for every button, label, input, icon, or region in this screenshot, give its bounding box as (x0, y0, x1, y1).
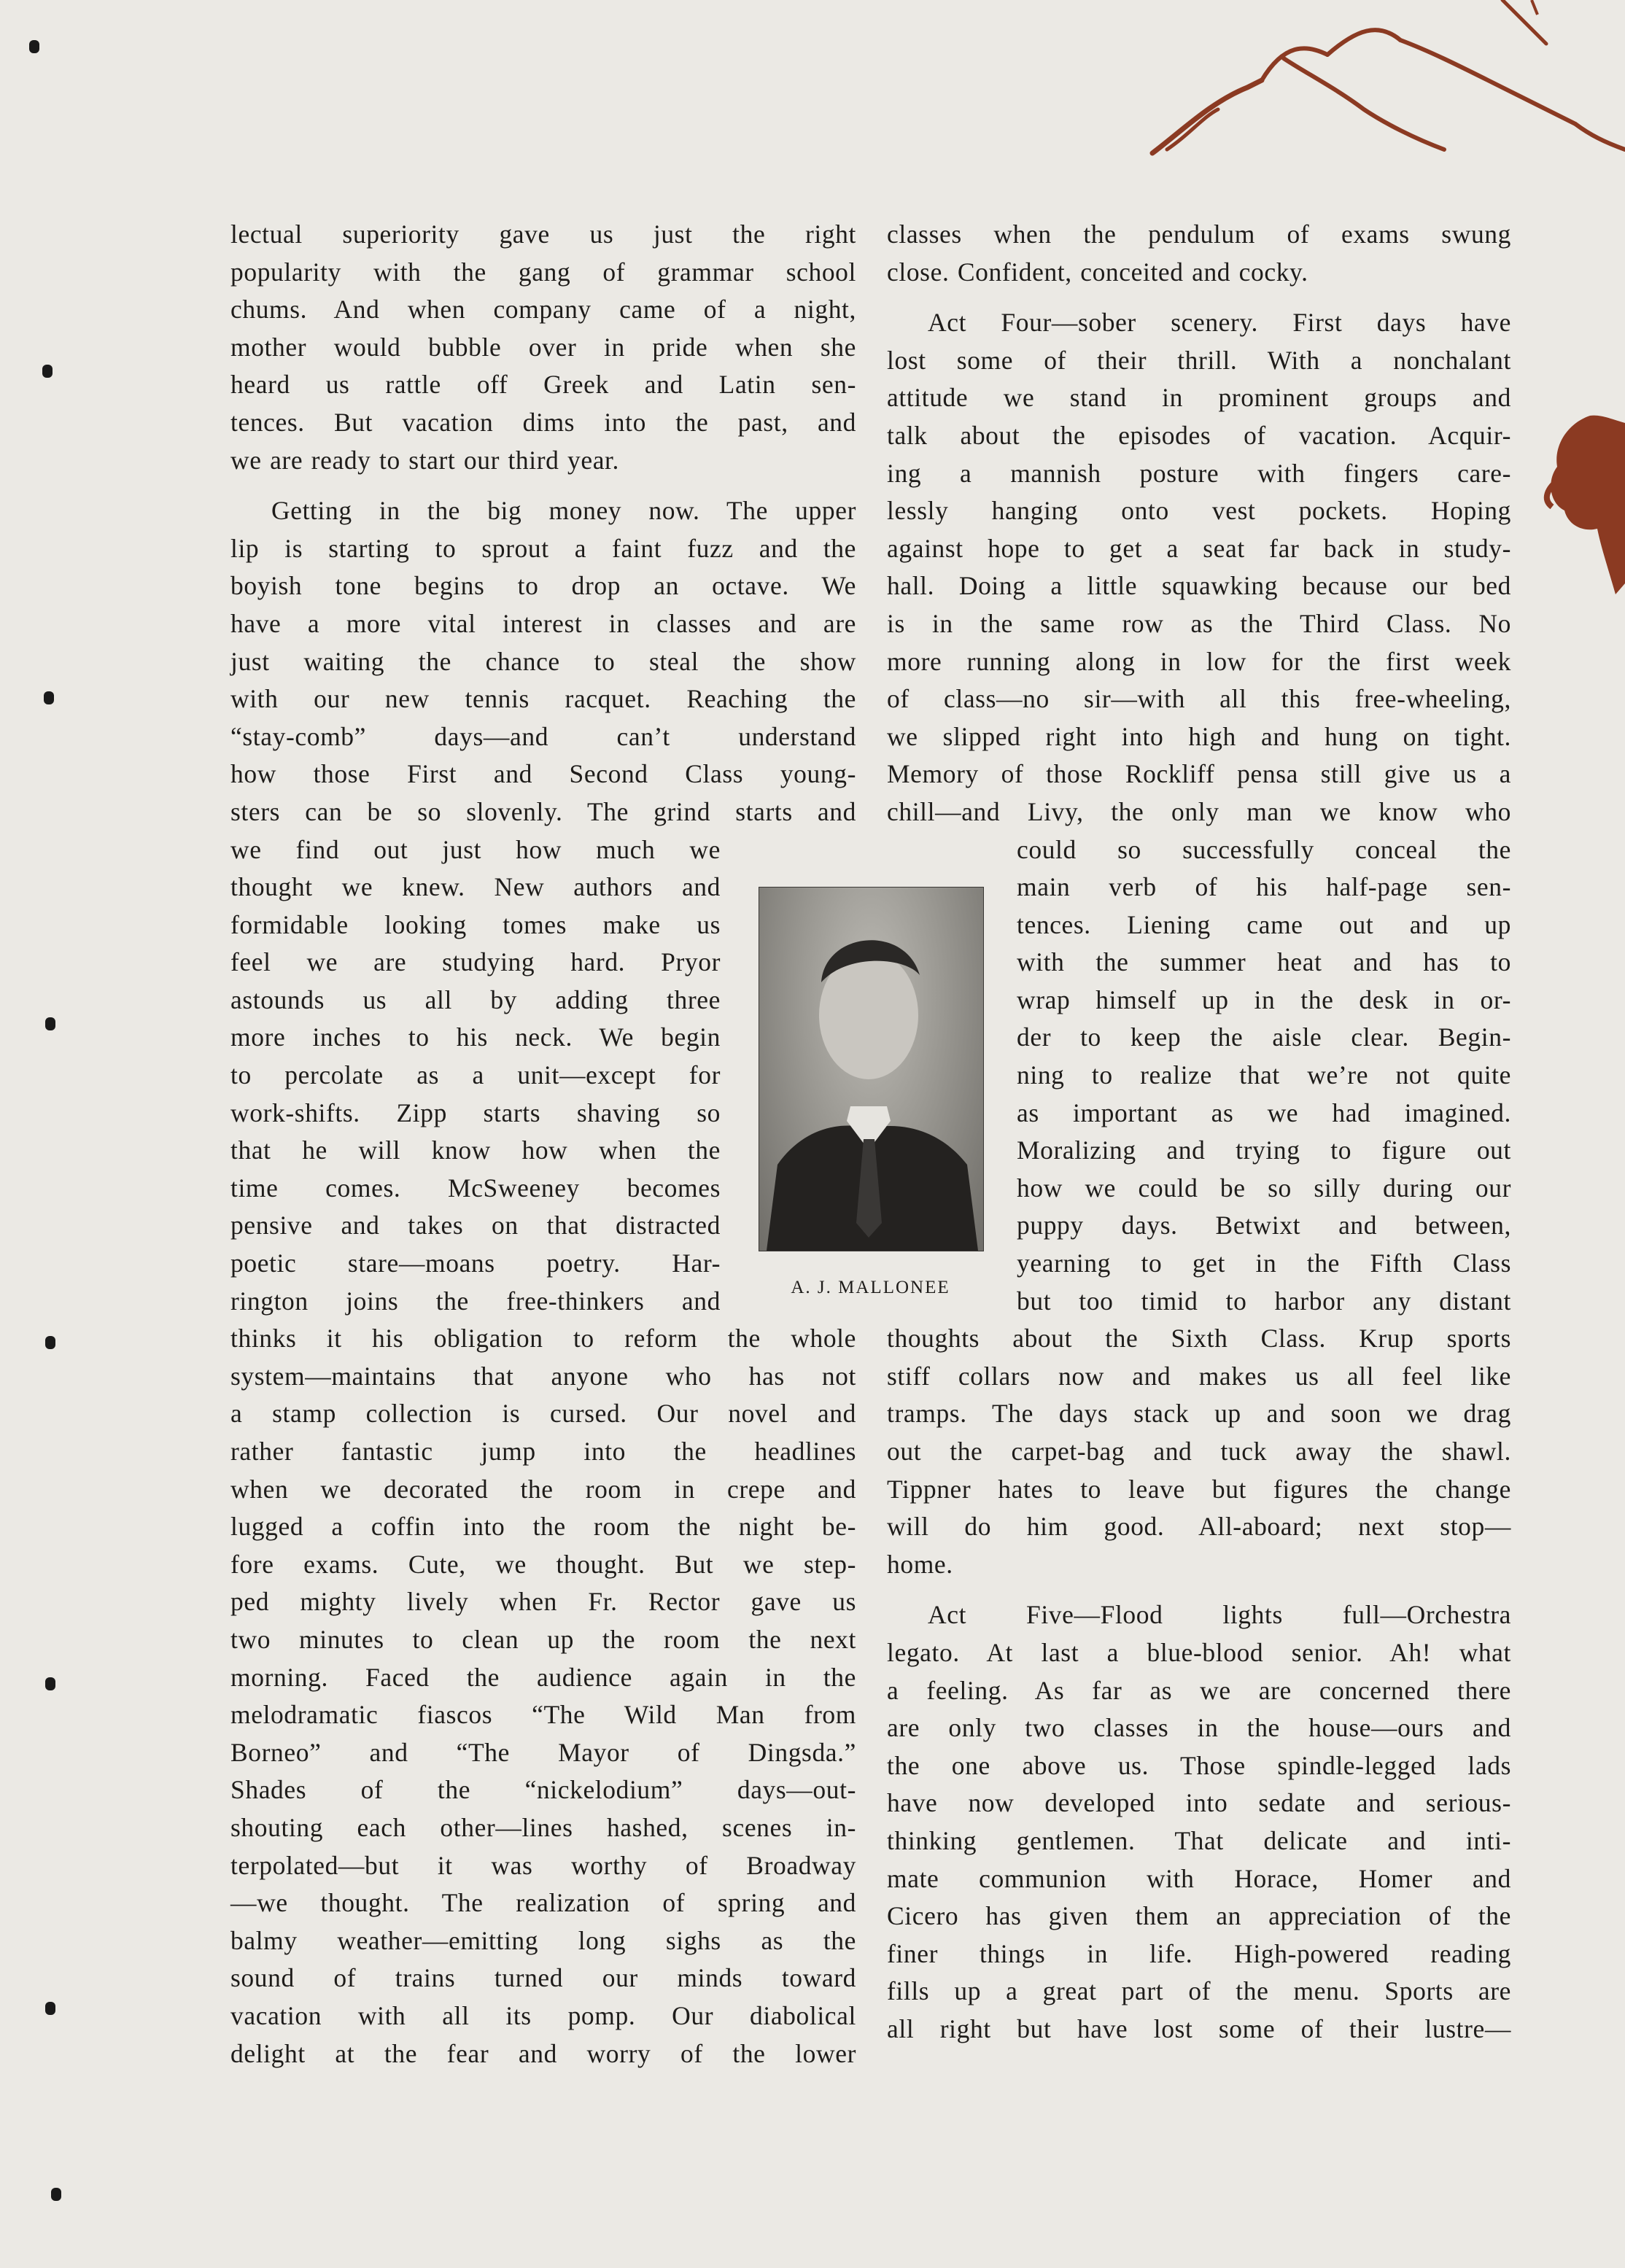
text-line: the one above us. Those spindle-legged lads (887, 1750, 1511, 1780)
text-line: wrap himself up in the desk in or- (1017, 985, 1511, 1014)
text-line: Tippner hates to leave but figures the change (887, 1474, 1511, 1504)
text-line: delight at the fear and worry of the lower (230, 2038, 856, 2068)
text-line: how we could be so silly during our (1017, 1173, 1511, 1203)
text-line: astounds us all by adding three (230, 985, 721, 1014)
binder-hole (44, 691, 54, 704)
text-line: heard us rattle off Greek and Latin sen- (230, 370, 856, 400)
text-line: balmy weather—emitting long sighs as the (230, 1925, 856, 1955)
text-line: lip is starting to sprout a faint fuzz and the (230, 533, 856, 563)
text-line: have now developed into sedate and serious- (887, 1788, 1511, 1818)
text-line: formidable looking tomes make us (230, 909, 721, 939)
binder-hole (45, 2002, 55, 2015)
text-line: “stay-comb” days—and can’t understand (230, 721, 856, 751)
text-line: Moralizing and trying to figure out (1017, 1135, 1511, 1165)
text-line: terpolated—but it was worthy of Broadway (230, 1850, 856, 1880)
text-line: of class—no sir—with all this free-wheeling, (887, 684, 1511, 714)
text-line: out the carpet-bag and tuck away the shawl. (887, 1437, 1511, 1466)
text-line: system—maintains that anyone who has not (230, 1361, 856, 1391)
text-line: we are ready to start our third year. (230, 445, 619, 475)
paragraph (230, 216, 856, 479)
text-line: Borneo” and “The Mayor of Dingsda.” (230, 1737, 856, 1767)
text-line: lessly hanging onto vest pockets. Hoping (887, 496, 1511, 526)
text-line: home. (887, 1549, 953, 1579)
figure-sketch-decoration (1539, 408, 1625, 605)
text-line: lost some of their thrill. With a nonchalant (887, 345, 1511, 375)
text-line: lectual superiority gave us just the right (230, 220, 856, 249)
text-line: feel we are studying hard. Pryor (230, 947, 721, 977)
text-line: pensive and takes on that distracted (230, 1211, 721, 1240)
text-line: are only two classes in the house—ours and (887, 1713, 1511, 1743)
text-line: have a more vital interest in classes and are (230, 608, 856, 638)
text-line: a feeling. As far as we are concerned there (887, 1675, 1511, 1705)
text-line: morning. Faced the audience again in the (230, 1662, 856, 1692)
text-line: main verb of his half-page sen- (1017, 872, 1511, 902)
text-line: Shades of the “nickelodium” days—out- (230, 1775, 856, 1805)
text-line: tramps. The days stack up and soon we drag (887, 1399, 1511, 1429)
portrait-photo (759, 887, 984, 1251)
portrait-figure (759, 888, 983, 1251)
text-line: boyish tone begins to drop an octave. We (230, 571, 856, 601)
text-line: sound of trains turned our minds toward (230, 1963, 856, 1993)
binder-hole (51, 2188, 61, 2201)
text-line: when we decorated the room in crepe and (230, 1474, 856, 1504)
binder-hole (45, 1336, 55, 1349)
text-line: how those First and Second Class young- (230, 759, 856, 789)
text-line: just waiting the chance to steal the show (230, 646, 856, 676)
text-line: Act Four—sober scenery. First days have (928, 308, 1511, 338)
text-line: we slipped right into high and hung on tight. (887, 721, 1511, 751)
text-line: as important as we had imagined. (1017, 1098, 1511, 1127)
text-line: hall. Doing a little squawking because our bed (887, 571, 1511, 601)
text-line: Memory of those Rockliff pensa still give us a (887, 759, 1511, 789)
text-line: tences. But vacation dims into the past, and (230, 407, 856, 437)
text-line: is in the same row as the Third Class. No (887, 608, 1511, 638)
text-line: time comes. McSweeney becomes (230, 1173, 721, 1203)
text-line: ning to realize that we’re not quite (1017, 1060, 1511, 1090)
text-line: yearning to get in the Fifth Class (1017, 1248, 1511, 1278)
text-line: mate communion with Horace, Homer and (887, 1863, 1511, 1893)
text-line: all right but have lost some of their lustre— (887, 2013, 1511, 2043)
text-line: ped mighty lively when Fr. Rector gave us (230, 1587, 856, 1617)
photo-caption: A. J. MALLONEE (791, 1278, 950, 1297)
text-line: thinking gentlemen. That delicate and inti- (887, 1825, 1511, 1855)
mountain-sketch-decoration (1138, 0, 1625, 190)
text-line: with our new tennis racquet. Reaching the (230, 684, 856, 714)
text-line: tences. Liening came out and up (1017, 909, 1511, 939)
text-line: puppy days. Betwixt and between, (1017, 1211, 1511, 1240)
text-line: more inches to his neck. We begin (230, 1022, 721, 1052)
text-line: sters can be so slovenly. The grind starts and (230, 796, 856, 826)
text-line: a stamp collection is cursed. Our novel and (230, 1399, 856, 1429)
text-line: rather fantastic jump into the headlines (230, 1437, 856, 1466)
binder-hole (42, 365, 53, 378)
text-line: Cicero has given them an appreciation of the (887, 1901, 1511, 1931)
text-line: poetic stare—moans poetry. Har- (230, 1248, 721, 1278)
text-line: legato. At last a blue-blood senior. Ah! what (887, 1637, 1511, 1667)
paragraph (887, 216, 1511, 291)
text-line: Getting in the big money now. The upper (271, 496, 856, 526)
text-line: shouting each other—lines hashed, scenes in- (230, 1812, 856, 1842)
text-line: vacation with all its pomp. Our diabolical (230, 2000, 856, 2030)
text-line: classes when the pendulum of exams swung (887, 220, 1511, 249)
text-line: could so successfully conceal the (1017, 834, 1511, 864)
text-line: rington joins the free-thinkers and (230, 1286, 721, 1316)
text-line: we find out just how much we (230, 834, 721, 864)
text-line: popularity with the gang of grammar school (230, 257, 856, 287)
binder-hole (45, 1017, 55, 1030)
text-line: work-shifts. Zipp starts shaving so (230, 1098, 721, 1127)
text-line: fills up a great part of the menu. Sports are (887, 1976, 1511, 2006)
text-line: Act Five—Flood lights full—Orchestra (928, 1600, 1511, 1630)
text-line: finer things in life. High-powered reading (887, 1938, 1511, 1968)
text-line: melodramatic fiascos “The Wild Man from (230, 1700, 856, 1730)
binder-hole (45, 1677, 55, 1690)
text-line: thought we knew. New authors and (230, 872, 721, 902)
text-line: thinks it his obligation to reform the whole (230, 1324, 856, 1354)
text-line: two minutes to clean up the room the next (230, 1624, 856, 1654)
text-line: against hope to get a seat far back in study- (887, 533, 1511, 563)
binder-hole (29, 40, 39, 53)
text-line: chill—and Livy, the only man we know who (887, 796, 1511, 826)
text-line: chums. And when company came of a night, (230, 295, 856, 325)
text-line: close. Confident, conceited and cocky. (887, 257, 1308, 287)
text-line: but too timid to harbor any distant (1017, 1286, 1511, 1316)
text-line: stiff collars now and makes us all feel like (887, 1361, 1511, 1391)
text-line: attitude we stand in prominent groups and (887, 383, 1511, 413)
text-line: that he will know how when the (230, 1135, 721, 1165)
text-line: der to keep the aisle clear. Begin- (1017, 1022, 1511, 1052)
text-line: fore exams. Cute, we thought. But we step- (230, 1549, 856, 1579)
text-line: talk about the episodes of vacation. Acquir- (887, 420, 1511, 450)
text-line: mother would bubble over in pride when she (230, 332, 856, 362)
text-line: ing a mannish posture with fingers care- (887, 458, 1511, 488)
text-line: lugged a coffin into the room the night be- (230, 1512, 856, 1542)
text-line: will do him good. All-aboard; next stop— (887, 1512, 1511, 1542)
text-line: more running along in low for the first week (887, 646, 1511, 676)
paragraph (887, 1596, 1511, 2048)
text-line: with the summer heat and has to (1017, 947, 1511, 977)
text-line: —we thought. The realization of spring and (230, 1888, 856, 1918)
text-line: thoughts about the Sixth Class. Krup sports (887, 1324, 1511, 1354)
text-line: to percolate as a unit—except for (230, 1060, 721, 1090)
